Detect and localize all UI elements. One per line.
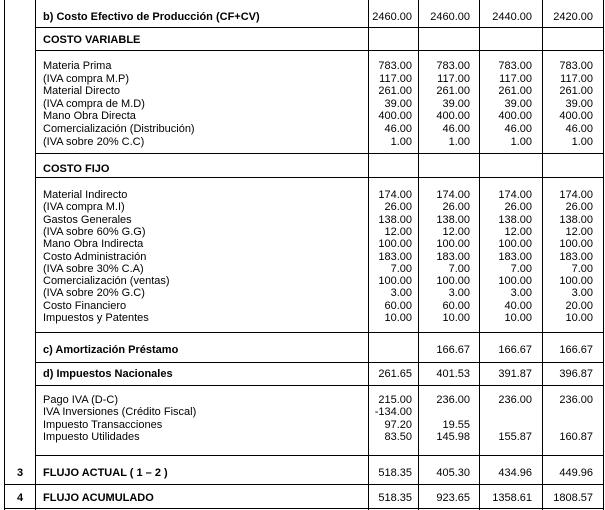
impuestos-item-value-col-2: 145.98 <box>436 430 470 443</box>
flujo-acumulado-value-col-1: 518.35 <box>378 492 412 504</box>
costo-fijo-item-value-col-2: 183.00 <box>436 250 470 263</box>
impuestos-item-value-col-2: 19.55 <box>442 418 470 431</box>
impuestos-item-value-col-1: -134.00 <box>374 406 412 419</box>
costo-fijo-item-value-col-3: 174.00 <box>498 189 532 201</box>
costo-fijo-item-label: (IVA sobre 30% C.A) <box>43 262 144 275</box>
costo-fijo-item-value-col-4: 183.00 <box>559 250 593 263</box>
costo-fijo-item-value-col-4: 12.00 <box>565 225 593 238</box>
costo-variable-item-value-col-2: 400.00 <box>436 110 470 123</box>
flujo-acumulado-value-col-2: 923.65 <box>436 492 470 504</box>
amortizacion-value-col-3: 166.67 <box>498 344 532 356</box>
costo-efectivo-value-col-4: 2420.00 <box>553 11 593 23</box>
costo-fijo-item-value-col-3: 3.00 <box>510 287 532 300</box>
impuestos-item-label: Pago IVA (D-C) <box>43 394 118 406</box>
costo-efectivo-value-col-1: 2460.00 <box>372 11 412 23</box>
impuestos-nacionales-value-col-4: 396.87 <box>559 368 593 380</box>
costo-fijo-item-label: Costo Financiero <box>43 299 127 312</box>
costo-fijo-item-value-col-4: 26.00 <box>565 201 593 214</box>
costo-variable-item-value-col-4: 46.00 <box>565 123 593 135</box>
grid-horizontal-line <box>35 385 604 386</box>
costo-variable-item-value-col-3: 117.00 <box>499 72 532 85</box>
row-number-4: 4 <box>17 492 24 504</box>
costo-variable-item-value-col-4: 1.00 <box>571 135 593 148</box>
costo-fijo-item-label: Mano Obra Indirecta <box>43 238 144 251</box>
costo-efectivo-value-col-3: 2440.00 <box>492 11 532 23</box>
costo-fijo-item-value-col-4: 174.00 <box>559 189 593 201</box>
costo-fijo-item-value-col-3: 12.00 <box>504 225 532 238</box>
costo-fijo-item-value-col-1: 26.00 <box>384 201 412 214</box>
costo-fijo-item-value-col-1: 174.00 <box>378 189 412 201</box>
costo-variable-item-value-col-1: 400.00 <box>378 110 412 123</box>
flujo-actual-value-col-3: 434.96 <box>498 467 532 479</box>
costo-variable-item-value-col-4: 117.00 <box>560 72 593 85</box>
costo-variable-item-label: Materia Prima <box>43 60 112 72</box>
costo-efectivo-value-col-2: 2460.00 <box>430 11 470 23</box>
costo-fijo-item-value-col-3: 7.00 <box>510 262 532 275</box>
grid-horizontal-line <box>35 153 604 154</box>
row-number-3: 3 <box>17 467 24 479</box>
costo-fijo-item-value-col-2: 7.00 <box>448 262 470 275</box>
costo-fijo-item-value-col-1: 7.00 <box>390 262 412 275</box>
impuestos-item-value-col-1: 215.00 <box>378 394 412 406</box>
costo-variable-item-value-col-3: 400.00 <box>498 110 532 123</box>
costo-fijo-item-value-col-1: 10.00 <box>384 312 412 324</box>
costo-fijo-item-value-col-4: 10.00 <box>565 312 593 324</box>
impuestos-nacionales-value-col-1: 261.65 <box>378 368 412 380</box>
costo-fijo-item-value-col-2: 138.00 <box>436 213 470 226</box>
impuestos-item-value-col-2: 236.00 <box>436 394 470 406</box>
costo-variable-heading: COSTO VARIABLE <box>43 34 141 46</box>
amortizacion-value-col-4: 166.67 <box>559 344 593 356</box>
impuestos-item-value-col-3: 155.87 <box>498 430 532 443</box>
costo-variable-item-value-col-4: 783.00 <box>559 60 593 72</box>
flujo-actual-value-col-1: 518.35 <box>378 467 412 479</box>
flujo-actual-value-col-4: 449.96 <box>559 467 593 479</box>
costo-fijo-item-value-col-1: 3.00 <box>390 287 412 300</box>
costo-fijo-item-value-col-3: 10.00 <box>504 312 532 324</box>
costo-variable-item-value-col-2: 1.00 <box>448 135 470 148</box>
costo-fijo-item-label: Costo Administración <box>43 250 147 263</box>
impuestos-item-value-col-4: 160.87 <box>559 430 593 443</box>
flujo-acumulado-value-col-4: 1808.57 <box>553 492 593 504</box>
costo-variable-item-value-col-4: 400.00 <box>559 110 593 123</box>
costo-fijo-item-value-col-3: 100.00 <box>498 275 532 288</box>
grid-horizontal-line <box>4 484 604 485</box>
costo-variable-item-label: Comercialización (Distribución) <box>43 123 195 135</box>
costo-fijo-item-value-col-1: 100.00 <box>378 275 412 288</box>
costo-fijo-item-label: Impuestos y Patentes <box>43 312 149 324</box>
costo-fijo-item-value-col-2: 60.00 <box>442 299 470 312</box>
costo-fijo-heading: COSTO FIJO <box>43 163 110 175</box>
impuestos-item-value-col-4: 236.00 <box>559 394 593 406</box>
costo-variable-item-value-col-4: 261.00 <box>559 85 593 98</box>
costo-fijo-item-value-col-3: 100.00 <box>498 238 532 251</box>
grid-horizontal-line <box>35 27 604 28</box>
flujo-actual-value-col-2: 405.30 <box>436 467 470 479</box>
impuestos-nacionales-value-col-2: 401.53 <box>436 368 470 380</box>
costo-fijo-item-value-col-2: 100.00 <box>436 275 470 288</box>
costo-fijo-item-value-col-2: 100.00 <box>436 238 470 251</box>
costo-fijo-item-label: (IVA sobre 60% G.G) <box>43 225 146 238</box>
costo-fijo-item-value-col-4: 100.00 <box>559 275 593 288</box>
flujo-acumulado-value-col-3: 1358.61 <box>492 492 532 504</box>
costo-fijo-item-value-col-1: 138.00 <box>378 213 412 226</box>
costo-variable-item-value-col-3: 46.00 <box>504 123 532 135</box>
costo-fijo-item-label: Gastos Generales <box>43 213 132 226</box>
grid-horizontal-line <box>35 455 604 456</box>
impuestos-nacionales-value-col-3: 391.87 <box>498 368 532 380</box>
costo-variable-item-value-col-4: 39.00 <box>565 97 593 110</box>
costo-variable-item-label: (IVA sobre 20% C.C) <box>43 135 145 148</box>
grid-vertical-line <box>603 0 604 510</box>
costo-variable-item-label: Material Directo <box>43 85 121 98</box>
costo-variable-item-label: Mano Obra Directa <box>43 110 136 123</box>
costo-fijo-item-value-col-4: 7.00 <box>571 262 593 275</box>
costo-fijo-item-value-col-2: 3.00 <box>448 287 470 300</box>
costo-fijo-item-value-col-4: 3.00 <box>571 287 593 300</box>
costo-efectivo-label: b) Costo Efectivo de Producción (CF+CV) <box>43 11 260 23</box>
costo-fijo-item-value-col-1: 12.00 <box>384 225 412 238</box>
costo-variable-item-value-col-1: 783.00 <box>378 60 412 72</box>
grid-horizontal-line <box>35 362 604 363</box>
costo-variable-item-value-col-3: 783.00 <box>498 60 532 72</box>
grid-vertical-line <box>4 0 5 510</box>
impuestos-nacionales-label: d) Impuestos Nacionales <box>43 368 173 380</box>
costo-fijo-item-value-col-3: 40.00 <box>504 299 532 312</box>
costo-fijo-item-value-col-4: 20.00 <box>565 299 593 312</box>
costo-fijo-item-label: Material Indirecto <box>43 189 128 201</box>
costo-fijo-item-value-col-2: 174.00 <box>436 189 470 201</box>
costo-fijo-item-value-col-3: 183.00 <box>498 250 532 263</box>
costo-variable-item-value-col-3: 1.00 <box>510 135 532 148</box>
costo-fijo-item-value-col-2: 10.00 <box>442 312 470 324</box>
costo-variable-item-value-col-3: 39.00 <box>504 97 532 110</box>
impuestos-item-label: Impuesto Transacciones <box>43 418 163 431</box>
costo-fijo-item-value-col-4: 138.00 <box>559 213 593 226</box>
costo-fijo-item-value-col-1: 60.00 <box>384 299 412 312</box>
costo-variable-item-value-col-1: 1.00 <box>390 135 412 148</box>
flujo-acumulado-label: FLUJO ACUMULADO <box>43 492 154 504</box>
grid-horizontal-line <box>35 50 604 51</box>
costo-variable-item-value-col-2: 39.00 <box>442 97 470 110</box>
costo-variable-item-value-col-2: 117.00 <box>437 72 470 85</box>
flujo-actual-label: FLUJO ACTUAL ( 1 – 2 ) <box>43 467 168 479</box>
impuestos-item-label: IVA Inversiones (Crédito Fiscal) <box>43 406 197 419</box>
costo-fijo-item-label: (IVA compra M.I) <box>43 201 125 214</box>
costo-variable-item-value-col-1: 39.00 <box>384 97 412 110</box>
impuestos-item-value-col-1: 97.20 <box>384 418 412 431</box>
costo-variable-item-label: (IVA compra M.P) <box>43 72 129 85</box>
impuestos-item-value-col-3: 236.00 <box>498 394 532 406</box>
grid-horizontal-line <box>35 177 604 178</box>
costo-variable-item-value-col-1: 261.00 <box>378 85 412 98</box>
costo-fijo-item-value-col-1: 100.00 <box>378 238 412 251</box>
impuestos-item-value-col-1: 83.50 <box>384 430 412 443</box>
grid-horizontal-line <box>4 508 604 509</box>
costo-fijo-item-value-col-2: 12.00 <box>442 225 470 238</box>
costo-fijo-item-value-col-2: 26.00 <box>442 201 470 214</box>
impuestos-item-label: Impuesto Utilidades <box>43 430 140 443</box>
costo-variable-item-value-col-2: 261.00 <box>436 85 470 98</box>
costo-fijo-item-value-col-1: 183.00 <box>378 250 412 263</box>
costo-fijo-item-value-col-3: 138.00 <box>498 213 532 226</box>
costo-fijo-item-value-col-4: 100.00 <box>559 238 593 251</box>
costo-fijo-item-label: (IVA sobre 20% G.C) <box>43 287 145 300</box>
costo-fijo-item-label: Comercialización (ventas) <box>43 275 170 288</box>
costo-variable-item-value-col-2: 783.00 <box>436 60 470 72</box>
costo-fijo-item-value-col-3: 26.00 <box>504 201 532 214</box>
costo-variable-item-value-col-2: 46.00 <box>442 123 470 135</box>
costo-variable-item-label: (IVA compra de M.D) <box>43 97 145 110</box>
grid-horizontal-line <box>35 332 604 333</box>
costo-variable-item-value-col-1: 46.00 <box>384 123 412 135</box>
amortizacion-value-col-2: 166.67 <box>436 344 470 356</box>
grid-vertical-line <box>35 0 36 510</box>
costo-variable-item-value-col-3: 261.00 <box>498 85 532 98</box>
costo-variable-item-value-col-1: 117.00 <box>379 72 412 85</box>
amortizacion-label: c) Amortización Préstamo <box>43 344 179 356</box>
